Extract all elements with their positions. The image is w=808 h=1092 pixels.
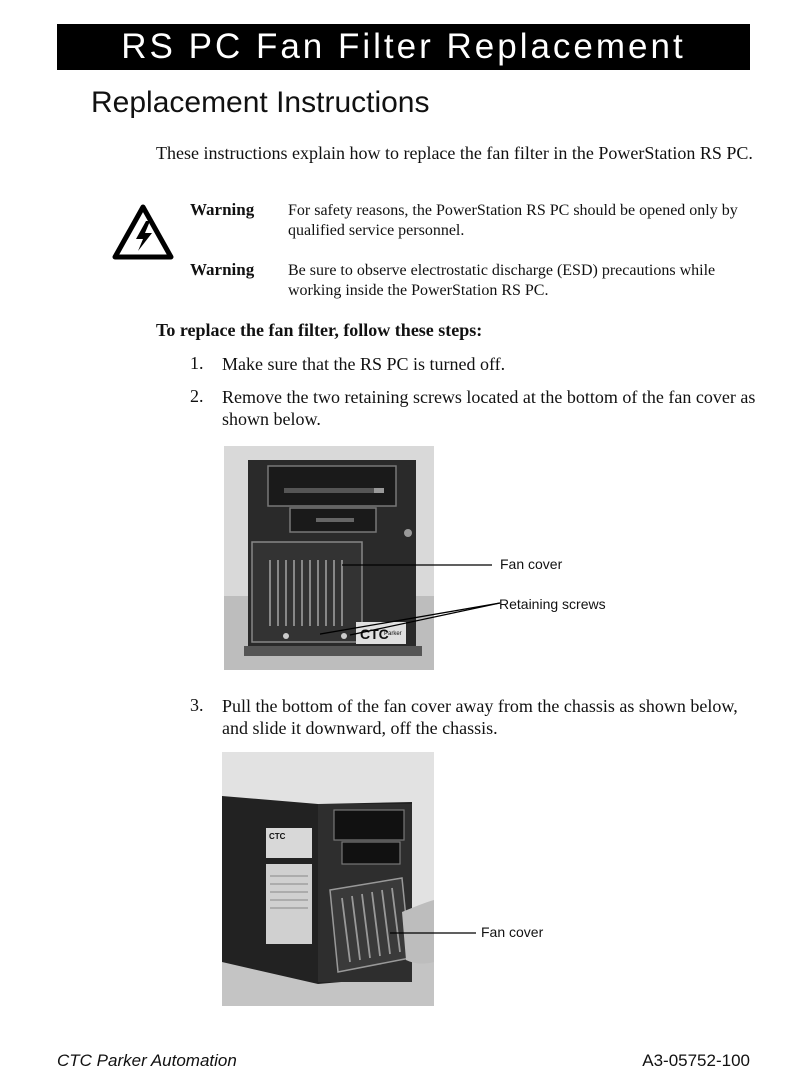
figure1-callout-fan-cover: Fan cover	[500, 556, 563, 572]
step-text-1: Make sure that the RS PC is turned off.	[222, 354, 506, 374]
figure2-callout-fan-cover: Fan cover	[481, 924, 544, 940]
steps-heading: To replace the fan filter, follow these steps:	[156, 320, 483, 340]
warning-label-2: Warning	[190, 260, 255, 279]
footer-doc-number: A3-05752-100	[642, 1051, 750, 1070]
footer-company: CTC Parker Automation	[57, 1051, 237, 1070]
step-number-2: 2.	[190, 386, 204, 406]
step-text-2: Remove the two retaining screws located at the bottom of the fan cover as shown below.	[222, 387, 756, 429]
figure2-logo: CTC	[269, 832, 286, 841]
figure1-callout-retaining-screws: Retaining screws	[499, 596, 606, 612]
step-number-1: 1.	[190, 353, 204, 373]
section-heading: Replacement Instructions	[91, 86, 430, 119]
warning-text-1: For safety reasons, the PowerStation RS PC should be opened only by qualified service personnel.	[288, 202, 738, 239]
step-number-3: 3.	[190, 695, 204, 715]
figure2-callout-line	[390, 925, 480, 941]
intro-paragraph: These instructions explain how to replace the fan filter in the PowerStation RS PC.	[156, 143, 753, 163]
figure1-logo: CTC	[360, 626, 389, 642]
figure1-callout-lines	[320, 555, 500, 645]
warning-triangle-icon	[112, 204, 174, 260]
page-title-bar	[57, 24, 750, 70]
figure-side-photo	[222, 752, 434, 1006]
step-text-3: Pull the bottom of the fan cover away from the chassis as shown below, and slide it downward, off the chassis.	[222, 696, 738, 738]
page-title: RS PC Fan Filter Replacement	[121, 27, 686, 66]
figure1-brand: Parker	[384, 631, 402, 637]
warning-label-1: Warning	[190, 200, 255, 219]
warning-text-2: Be sure to observe electrostatic discharge (ESD) precautions while working inside the PowerStation RS PC.	[288, 262, 716, 299]
